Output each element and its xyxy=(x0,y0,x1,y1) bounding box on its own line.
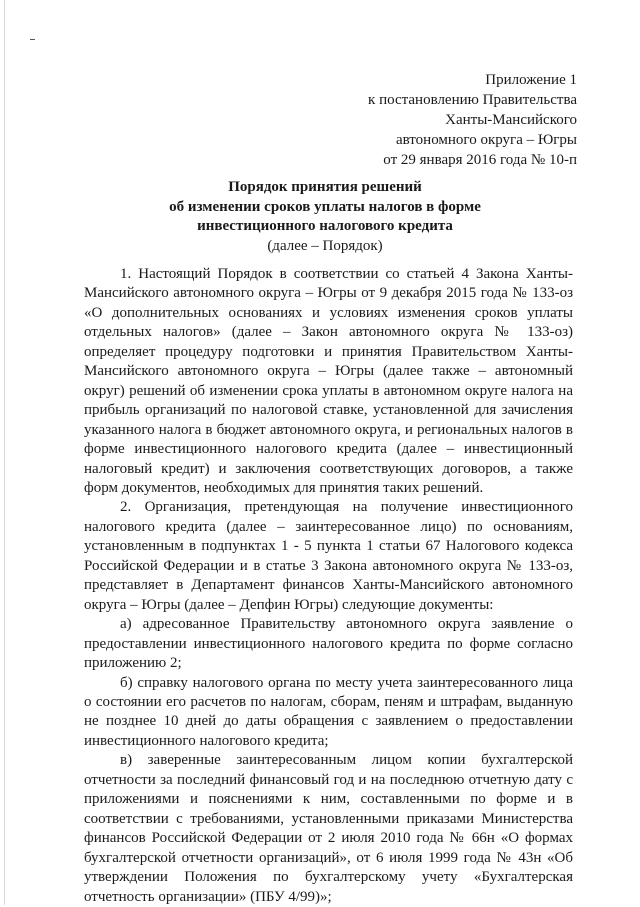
title-line-4: (далее – Порядок) xyxy=(267,237,383,254)
title-line-2: об изменении сроков уплаты налогов в форме xyxy=(169,198,481,215)
scan-mark xyxy=(30,39,35,40)
paragraph-2: 2. Организация, претендующая на получение инвестиционного налогового кредита (далее – заинтересованное лицо) по основаниям, установленным в подпунктах 1 - 5 пункта 1 статьи 67 Налогового кодекса Российской Федерации и в статье 3 Закона автономного округа № 133-оз, представляет в Департамент финансов Ханты-Мансийского автономного округа – Югры (далее – Депфин Югры) следующие документы: xyxy=(84,499,573,613)
attachment-region: Ханты-Мансийского xyxy=(445,112,577,128)
paragraph-2b: б) справку налогового органа по месту учета заинтересованного лица о состоянии его расчетов по налогам, сборам, пеням и штрафам, выданную не позднее 10 дней до даты обращения с заявлением о предоставлении инвестиционного налогового кредита; xyxy=(84,674,573,749)
paragraph-2c: в) заверенные заинтересованным лицом копии бухгалтерской отчетности за последний финансовый год и на последнюю отчетную дату с приложениями и пояснениями к ним, составленными по форме и в соответствии с требованиями, установленными приказами Министерства финансов Российской Федерации от 2 июля 2010 года № 66н «О формах бухгалтерской отчетности организаций», от 6 июля 1999 года № 43н «Об утверждении Положения по бухгалтерскому учету «Бухгалтерская отчетность организации» (ПБУ 4/99)»; xyxy=(84,752,573,905)
attachment-district: автономного округа – Югры xyxy=(395,132,577,148)
paragraph-2a: а) адресованное Правительству автономного округа заявление о предоставлении инвестиционного налогового кредита по форме согласно приложению 2; xyxy=(84,616,573,672)
title-line-3: инвестиционного налогового кредита xyxy=(197,218,453,234)
document-body xyxy=(84,265,573,907)
attachment-header xyxy=(368,70,577,170)
title-line-1: Порядок принятия решений xyxy=(228,179,422,195)
attachment-resolution: к постановлению Правительства xyxy=(368,92,577,108)
paragraph-1: 1. Настоящий Порядок в соответствии со статьей 4 Закона Ханты-Мансийского автономного округа – Югры от 9 декабря 2015 года № 133-оз «О дополнительных основаниях и условиях изменения сроков уплаты отдельных налогов» (далее – Закон автономного округа № 133-оз) определяет процедуру подготовки и принятия Правительством Ханты-Мансийского автономного округа – Югры (далее также – автономный округ) решений об изменении срока уплаты в автономном округе налога на прибыль организаций по налоговой ставке, установленной для зачисления указанного налога в бюджет автономного округа, и региональных налогов в форме инвестиционного налогового кредита (далее – инвестиционный налоговый кредит) и заключения соответствующих договоров, а также форм документов, необходимых для принятия таких решений. xyxy=(84,266,573,496)
document-title xyxy=(84,178,566,256)
attachment-date-number: от 29 января 2016 года № 10-п xyxy=(383,152,577,168)
attachment-label: Приложение 1 xyxy=(485,72,577,88)
scan-edge-line xyxy=(4,0,5,905)
